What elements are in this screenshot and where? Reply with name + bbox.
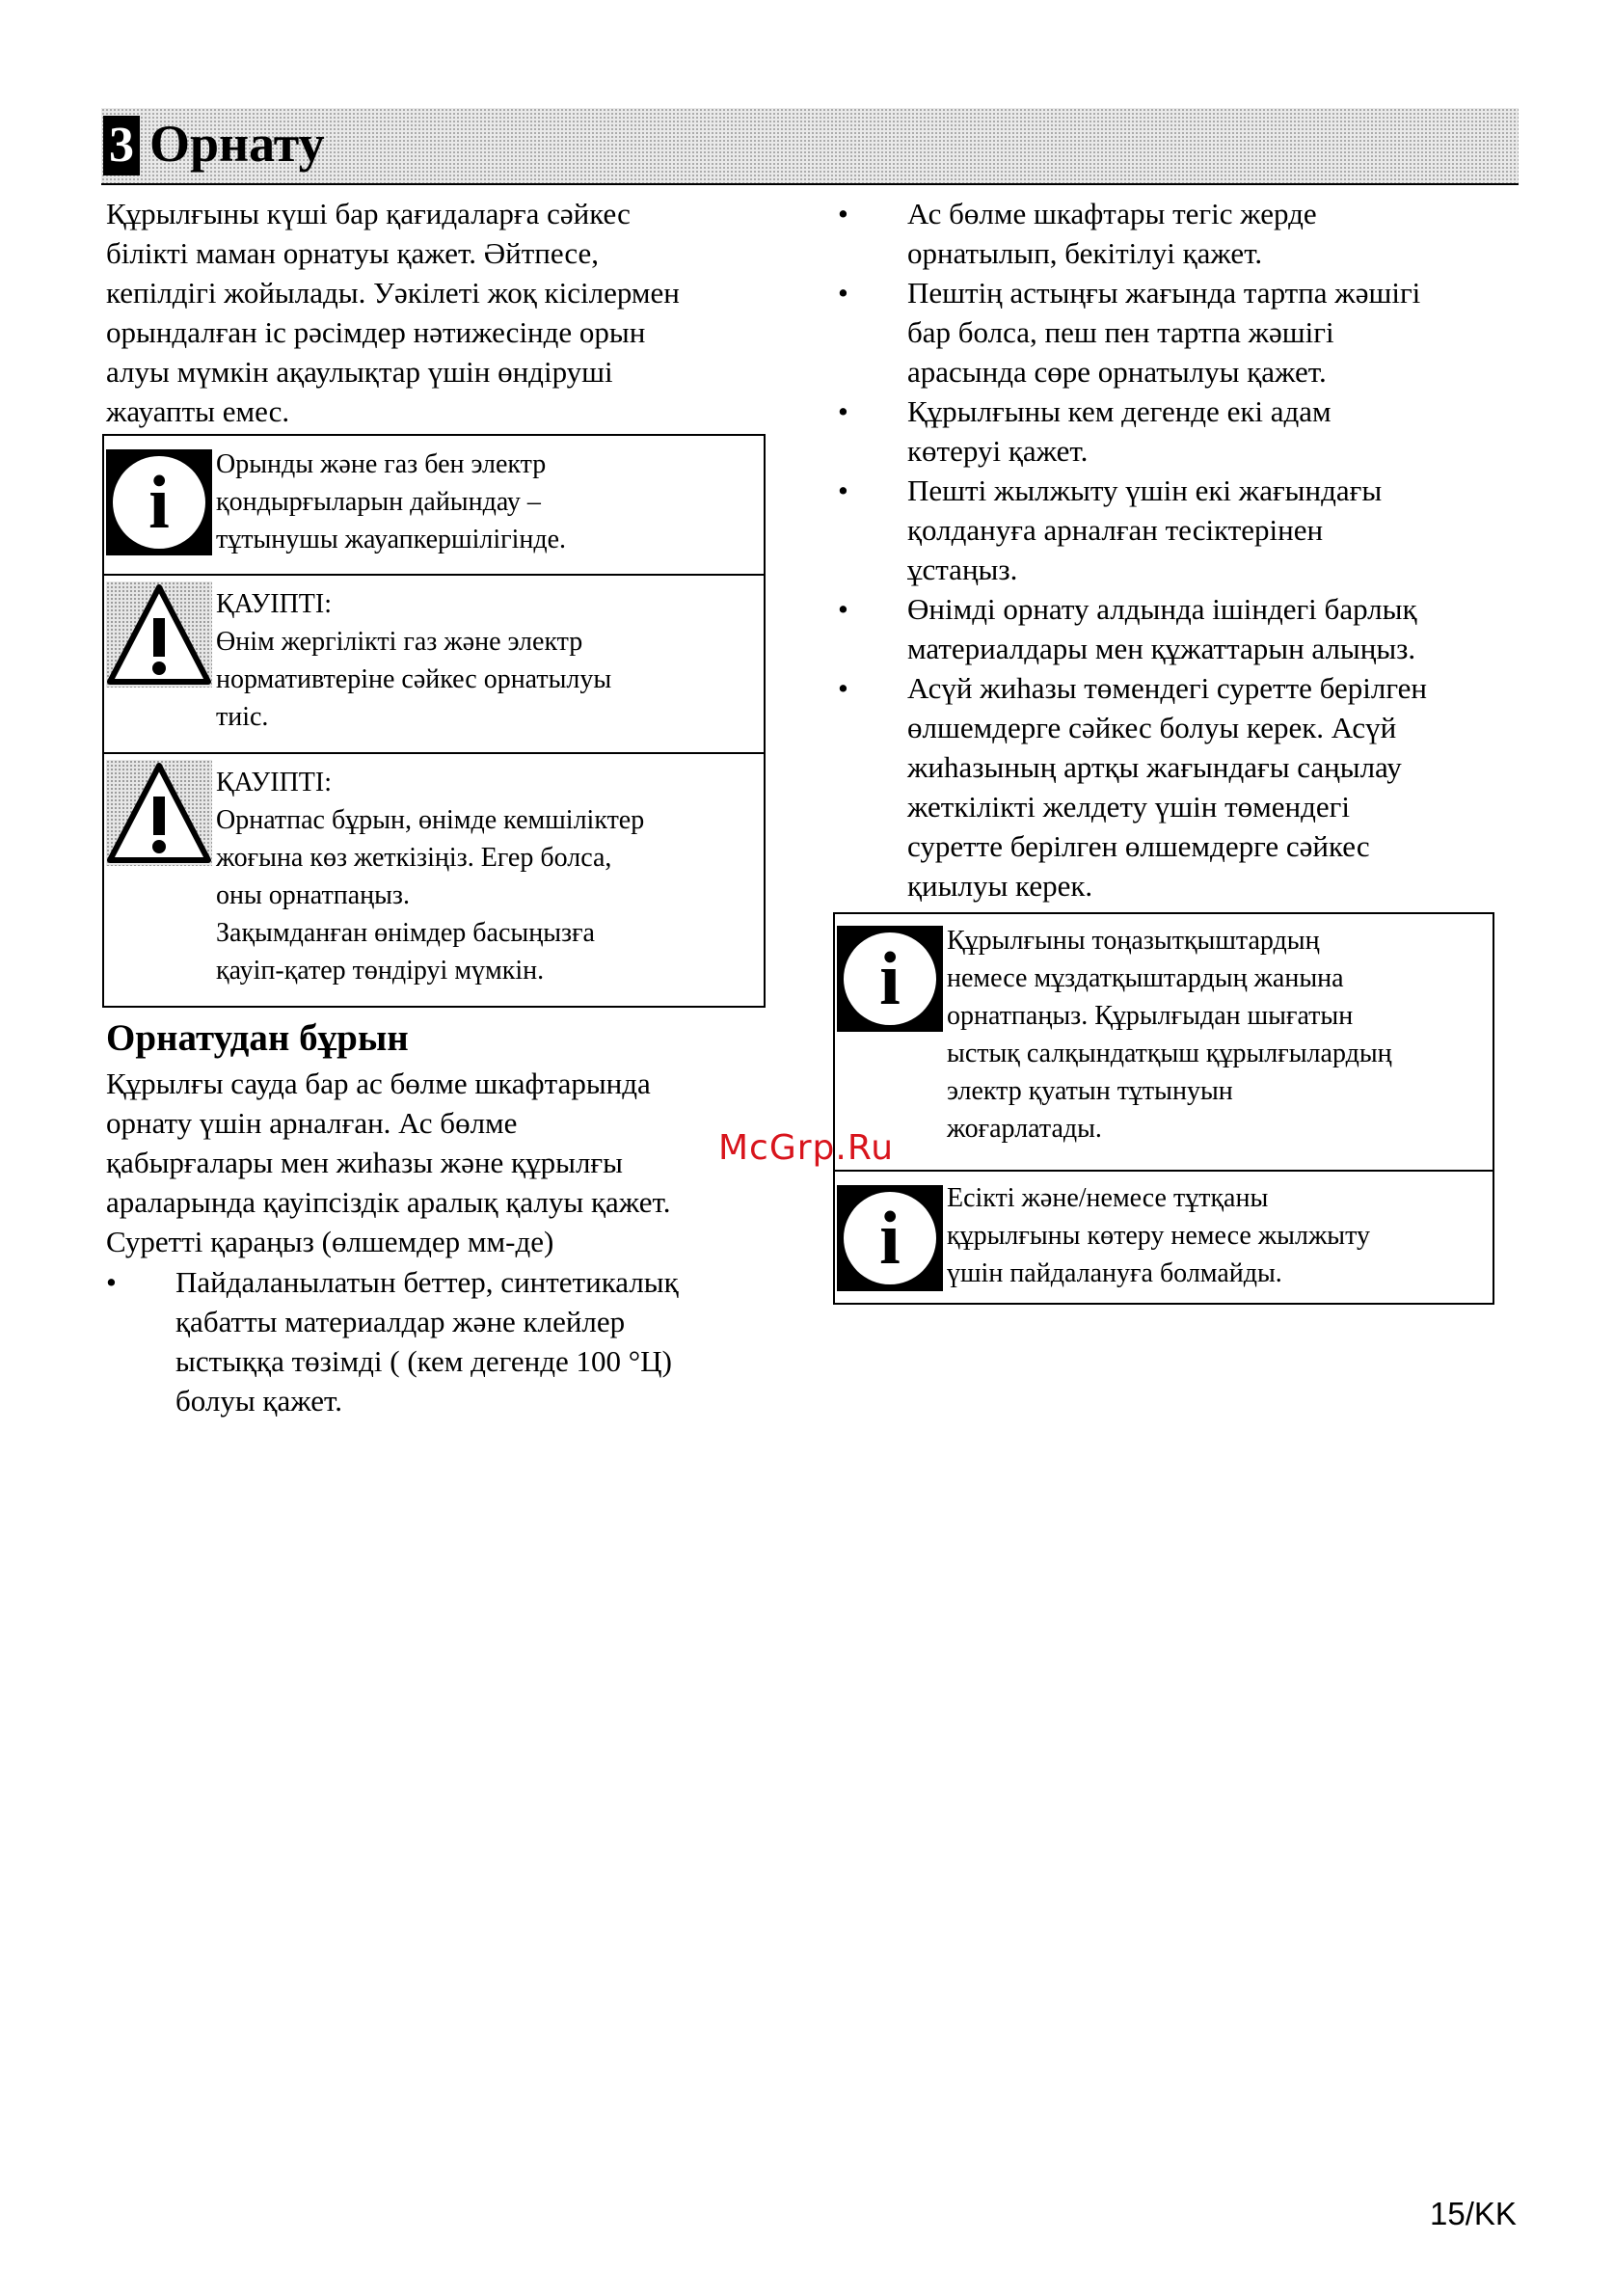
right-notice-box <box>833 912 1494 1305</box>
before-install-paragraph <box>106 1064 800 1261</box>
section-number: 3 <box>103 116 140 176</box>
paragraph-line: араларында қауіпсіздік аралық қалуы қажет. <box>106 1185 671 1219</box>
warning-icon <box>106 760 212 866</box>
notice-info-fridge <box>835 914 1493 1170</box>
list-item: • Пештің астыңғы жағында тартпа жәшігі бар болса, пеш пен тартпа жәшігі арасында сөре орнатылуы қажет. <box>838 273 1532 392</box>
list-item: • Асүй жиһазы төмендегі суретте берілген өлшемдерге сәйкес болуы керек. Асүй жиһазының артқы жағындағы саңылау жеткілікті желдету үшін төмендегі суретте берілген өлшемдерге сәйкес қиылуы керек. <box>838 668 1532 905</box>
paragraph-line: Суретті қараңыз (өлшемдер мм-де) <box>106 1225 554 1258</box>
paragraph-line: орнату үшін арналған. Ас бөлме <box>106 1106 518 1140</box>
list-item: • Пешті жылжыту үшін екі жағындағы қолдануға арналған тесіктерінен ұстаңыз. <box>838 471 1532 589</box>
intro-line: жауапты емес. <box>106 394 290 428</box>
intro-paragraph <box>106 194 781 431</box>
notice-text: ҚАУІПТІ: Өнім жергілікті газ және электр нормативтеріне сәйкес орнатылуы тиіс. <box>216 589 612 732</box>
warning-icon <box>106 581 212 688</box>
subsection-heading: Орнатудан бұрын <box>106 1017 409 1059</box>
info-icon: i <box>837 1185 943 1291</box>
notice-text: ҚАУІПТІ: Орнатпас бұрын, өнімде кемшіліктер жоғына көз жеткізіңіз. Егер болса, оны орнатпаңыз. Зақымданған өнімдер басыңызға қауіп-қатер төндіруі мүмкін. <box>216 768 645 986</box>
info-icon: i <box>106 449 212 555</box>
list-item: • Құрылғыны кем дегенде екі адам көтеруі қажет. <box>838 392 1532 471</box>
watermark: McGrp.Ru <box>718 1128 895 1168</box>
intro-line: білікті маман орнатуы қажет. Әйтпесе, <box>106 236 600 270</box>
left-bullet-list <box>106 1262 781 1420</box>
info-icon: i <box>837 926 943 1032</box>
notice-warning-regulations <box>104 574 764 754</box>
list-item: • Пайдаланылатын беттер, синтетикалық қабатты материалдар және клейлер ыстыққа төзімді ( (кем дегенде 100 °Ц) болуы қажет. <box>106 1262 781 1420</box>
intro-line: Құрылғыны күші бар қағидаларға сәйкес <box>106 197 631 230</box>
notice-info-preparation <box>104 436 764 574</box>
notice-warning-defects <box>104 752 764 1006</box>
notice-text: Орынды және газ бен электр қондырғыларын дайындау – тұтынушы жауапкершілігінде. <box>216 449 567 554</box>
intro-line: алуы мүмкін ақаулықтар үшін өндіруші <box>106 355 613 389</box>
notice-text: Есікті және/немесе тұтқаны құрылғыны көтеру немесе жылжыту үшін пайдалануға болмайды. <box>947 1183 1370 1288</box>
notice-info-door-handle <box>835 1170 1493 1303</box>
section-title: Орнату <box>149 115 325 173</box>
notice-text: Құрылғыны тоңазытқыштардың немесе мұздатқыштардың жанына орнатпаңыз. Құрылғыдан шығатын ыстық салқындатқыш құрылғылардың электр қуатын тұтынуын жоғарлатады. <box>947 926 1392 1144</box>
list-item: • Өнімді орнату алдында ішіндегі барлық материалдары мен құжаттарын алыңыз. <box>838 589 1532 668</box>
left-notice-box <box>102 434 766 1008</box>
page-number: 15/KK <box>1430 2196 1517 2231</box>
paragraph-line: Құрылғы сауда бар ас бөлме шкафтарында <box>106 1067 651 1100</box>
intro-line: кепілдігі жойылады. Уәкілеті жоқ кісілермен <box>106 276 680 310</box>
right-bullet-list <box>838 194 1532 905</box>
intro-line: орындалған іс рәсімдер нәтижесінде орын <box>106 315 646 349</box>
paragraph-line: қабырғалары мен жиһазы және құрылғы <box>106 1146 623 1179</box>
list-item: • Ас бөлме шкафтары тегіс жерде орнатылып, бекітілуі қажет. <box>838 194 1532 273</box>
